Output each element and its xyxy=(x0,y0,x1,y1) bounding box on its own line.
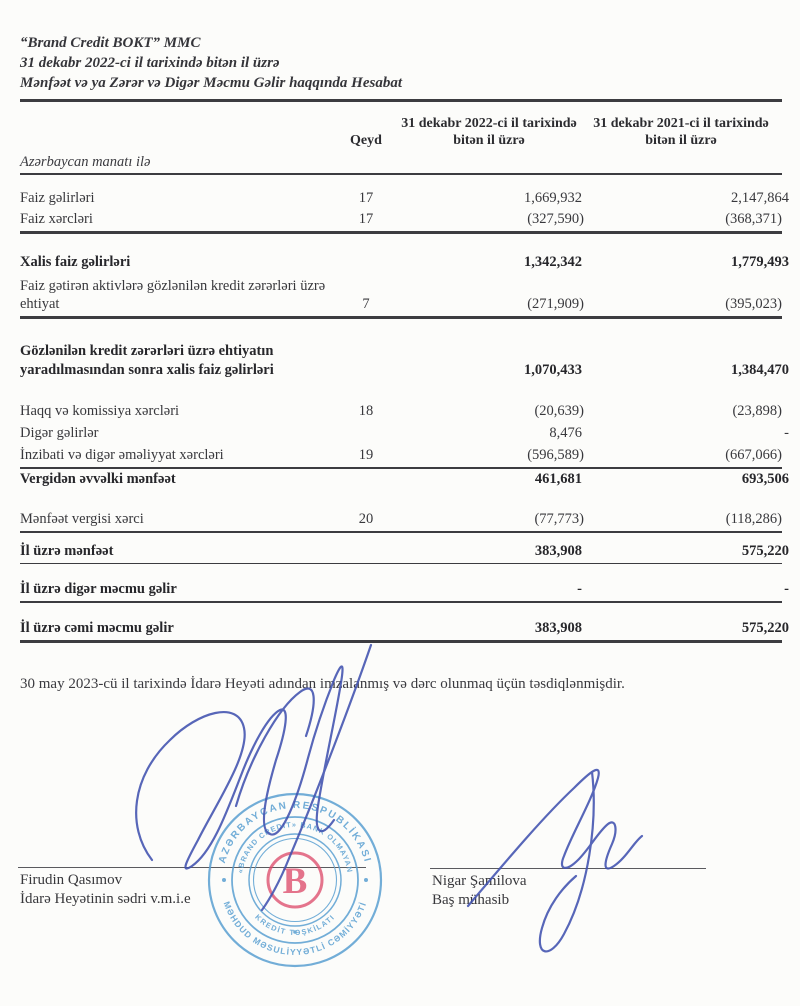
approval-note: 30 may 2023-cü il tarixində İdarə Heyəti adından imzalanmış və dərc olunmaq üçün təsdiqlənmişdir. xyxy=(20,676,625,692)
company-title: “Brand Credit BOKT” MMC xyxy=(20,35,201,51)
row-label: Gözlənilən kredit zərərləri üzrə ehtiyatın yaradılmasından sonra xalis faiz gəlirləri xyxy=(20,342,274,378)
row-value-2022: (77,773) xyxy=(534,511,584,528)
row-label: İl üzrə digər məcmu gəlir xyxy=(20,581,177,598)
statement-table-body xyxy=(20,188,789,644)
row-label: İl üzrə cəmi məcmu gəlir xyxy=(20,619,174,636)
row-label: Faiz gətirən aktivlərə gözlənilən kredit zərərləri üzrə ehtiyat xyxy=(20,277,326,313)
row-label: Haqq və komissiya xərcləri xyxy=(20,403,180,420)
row-value-2022: 8,476 xyxy=(549,425,582,442)
row-label: Faiz xərcləri xyxy=(20,211,93,228)
row-value-2022: (271,909) xyxy=(527,296,584,313)
row-value-2021: 575,220 xyxy=(741,543,789,560)
stamp-text-outer-top: AZƏRBAYCAN RESPUBLİKASI xyxy=(217,799,373,865)
right-signature-line xyxy=(430,868,706,869)
table-row xyxy=(20,469,789,491)
stamp-center-emblem xyxy=(268,853,322,907)
stamp-text-inner-bottom: KREDİT TƏŞKİLATI xyxy=(253,912,337,938)
row-value-2021: - xyxy=(784,425,789,442)
page-content xyxy=(0,34,800,643)
left-signatory-title: İdarə Heyətinin sədri v.m.i.e xyxy=(20,890,191,907)
table-row xyxy=(20,541,789,563)
table-row xyxy=(20,618,789,640)
company-stamp xyxy=(203,788,387,972)
row-label: Digər gəlirlər xyxy=(20,425,99,442)
row-value-2022: 1,342,342 xyxy=(524,253,582,270)
table-row xyxy=(20,341,789,382)
row-value-2022: 461,681 xyxy=(534,471,582,488)
stamp-separator-dot-left xyxy=(222,878,226,882)
row-note-ref: 17 xyxy=(358,189,374,206)
signature-ink-overlay xyxy=(0,600,800,1006)
right-signature-stroke-tail xyxy=(540,772,594,951)
table-rule xyxy=(20,563,782,565)
column-header-2021: 31 dekabr 2021-ci il tarixində bitən il üzrə xyxy=(593,115,769,148)
table-row xyxy=(20,209,782,231)
column-header-2022: 31 dekabr 2022-ci il tarixində bitən il üzrə xyxy=(401,115,577,148)
row-value-2021: 1,779,493 xyxy=(731,253,789,270)
table-rule xyxy=(20,316,782,319)
row-value-2022: - xyxy=(577,581,582,598)
row-value-2021: (395,023) xyxy=(725,296,782,313)
row-value-2021: (118,286) xyxy=(725,511,782,528)
stamp-text-outer-bottom: MƏHDUD MƏSULİYYƏTLİ CƏMİYYƏTİ xyxy=(221,900,369,958)
row-value-2021: (368,371) xyxy=(725,211,782,228)
table-rule xyxy=(20,231,782,234)
table-row xyxy=(20,509,782,531)
right-signatory-name: Nigar Şamilova xyxy=(432,873,527,889)
row-value-2022: (327,590) xyxy=(527,211,584,228)
table-rule xyxy=(20,640,782,643)
document-header xyxy=(20,34,782,92)
table-rule xyxy=(20,601,782,603)
right-signatory-title: Baş mühasib xyxy=(432,891,510,908)
stamp-separator-dot-right xyxy=(364,878,368,882)
row-value-2021: 2,147,864 xyxy=(731,189,789,206)
header-divider xyxy=(20,99,782,102)
row-value-2022: (596,589) xyxy=(527,447,584,464)
row-note-ref: 18 xyxy=(358,403,374,420)
table-row xyxy=(20,579,789,601)
row-note-ref: 17 xyxy=(358,211,374,228)
period-title: 31 dekabr 2022-ci il tarixində bitən il üzrə xyxy=(20,55,280,71)
row-note-ref: 20 xyxy=(358,511,374,528)
row-label: Faiz gəlirləri xyxy=(20,189,95,206)
stamp-text-inner-top: «BRAND CREDIT» BANK OLMAYAN xyxy=(235,819,355,874)
table-row xyxy=(20,423,789,445)
row-label: Mənfəət vergisi xərci xyxy=(20,511,144,528)
currency-note: Azərbaycan manatı ilə xyxy=(20,153,151,170)
row-value-2021: (667,066) xyxy=(725,447,782,464)
row-label: Vergidən əvvəlki mənfəət xyxy=(20,471,176,488)
table-row xyxy=(20,401,782,423)
column-header-note: Qeyd xyxy=(350,133,382,148)
stamp-center-letter: B xyxy=(282,861,308,902)
row-label: Xalis faiz gəlirləri xyxy=(20,253,131,270)
row-value-2022: 1,669,932 xyxy=(524,189,582,206)
row-value-2021: 575,220 xyxy=(741,619,789,636)
svg-text:AZƏRBAYCAN RESPUBLİKASI xyxy=(217,800,373,865)
row-note-ref: 7 xyxy=(362,296,370,313)
row-label: İl üzrə mənfəət xyxy=(20,543,114,560)
table-row xyxy=(20,188,789,210)
row-label: İnzibati və digər əməliyyat xərcləri xyxy=(20,447,224,464)
left-signatory-name: Firudin Qasımov xyxy=(20,872,123,888)
table-column-headers xyxy=(20,115,782,150)
row-note-ref: 19 xyxy=(358,447,374,464)
right-signatory xyxy=(432,872,527,910)
row-value-2022: 383,908 xyxy=(534,543,582,560)
row-value-2021: - xyxy=(784,581,789,598)
row-value-2021: (23,898) xyxy=(732,403,782,420)
row-value-2021: 693,506 xyxy=(741,471,789,488)
statement-title: Mənfəət və ya Zərər və Digər Məcmu Gəlir haqqında Hesabat xyxy=(20,75,403,91)
table-rule xyxy=(20,531,782,533)
table-row xyxy=(20,445,782,467)
row-value-2022: 1,070,433 xyxy=(524,361,582,378)
table-row xyxy=(20,252,789,274)
row-value-2021: 1,384,470 xyxy=(731,361,789,378)
row-value-2022: (20,639) xyxy=(534,403,584,420)
table-row xyxy=(20,276,782,317)
row-value-2022: 383,908 xyxy=(534,619,582,636)
column-header-divider xyxy=(20,173,782,175)
left-signatory xyxy=(20,871,191,909)
